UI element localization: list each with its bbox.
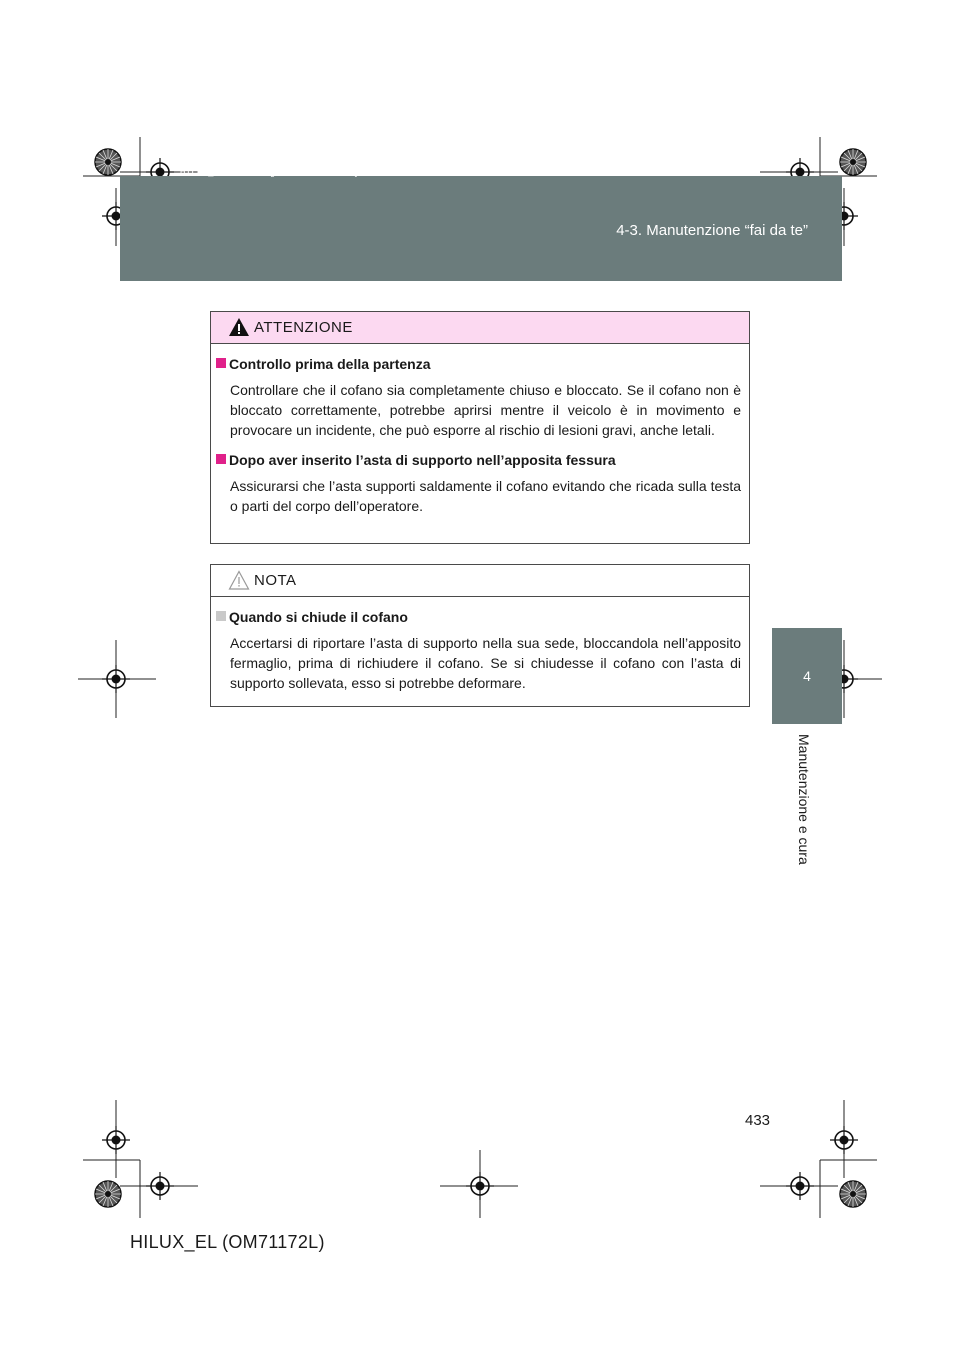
bullet-square-icon: [216, 611, 226, 621]
item-heading: Quando si chiude il cofano: [229, 609, 408, 625]
item-text: Accertarsi di riportare l’asta di supporto nella sua sede, bloccandola nell’apposito fermaglio, prima di richiudere il cofano. Se si chiudesse il cofano con l’asta di supporto sollevata, esso si potrebbe deformare.: [230, 635, 741, 691]
notice-title: NOTA: [254, 572, 297, 589]
warning-item: [211, 452, 749, 516]
item-heading: Controllo prima della partenza: [229, 356, 431, 372]
warning-triangle-icon: [228, 317, 250, 337]
item-text: Assicurarsi che l’asta supporti saldamente il cofano evitando che ricada sulla testa o parti del corpo dell’operatore.: [230, 478, 741, 514]
notice-item: [211, 609, 749, 693]
bullet-square-icon: [216, 454, 226, 464]
chapter-tab: [772, 628, 842, 724]
chapter-number: 4: [803, 668, 811, 684]
section-title: 4-3. Manutenzione “fai da te”: [616, 222, 808, 239]
item-heading: Dopo aver inserito l’asta di supporto nell’apposita fessura: [229, 452, 616, 468]
warning-title: ATTENZIONE: [254, 319, 353, 336]
book-stamp: HILUX_EL.book Page 433 Wednesday, March 23, 2011 3:30 PM: [180, 168, 495, 178]
notice-triangle-icon: [228, 570, 250, 590]
warning-item: [211, 356, 749, 440]
chapter-label: Manutenzione e cura: [796, 734, 812, 865]
bullet-square-icon: [216, 358, 226, 368]
warning-box: [210, 311, 750, 544]
item-text: Controllare che il cofano sia completamente chiuso e bloccato. Se il cofano non è bloccato correttamente, potrebbe aprirsi mentre il veicolo è in movimento e provocare un incidente, che può esporre al rischio di lesioni gravi, anche letali.: [230, 382, 741, 438]
document-code: HILUX_EL (OM71172L): [130, 1232, 325, 1252]
page-number: 433: [745, 1112, 771, 1129]
notice-header: [211, 565, 749, 597]
notice-box: [210, 564, 750, 707]
warning-header: [211, 312, 749, 344]
